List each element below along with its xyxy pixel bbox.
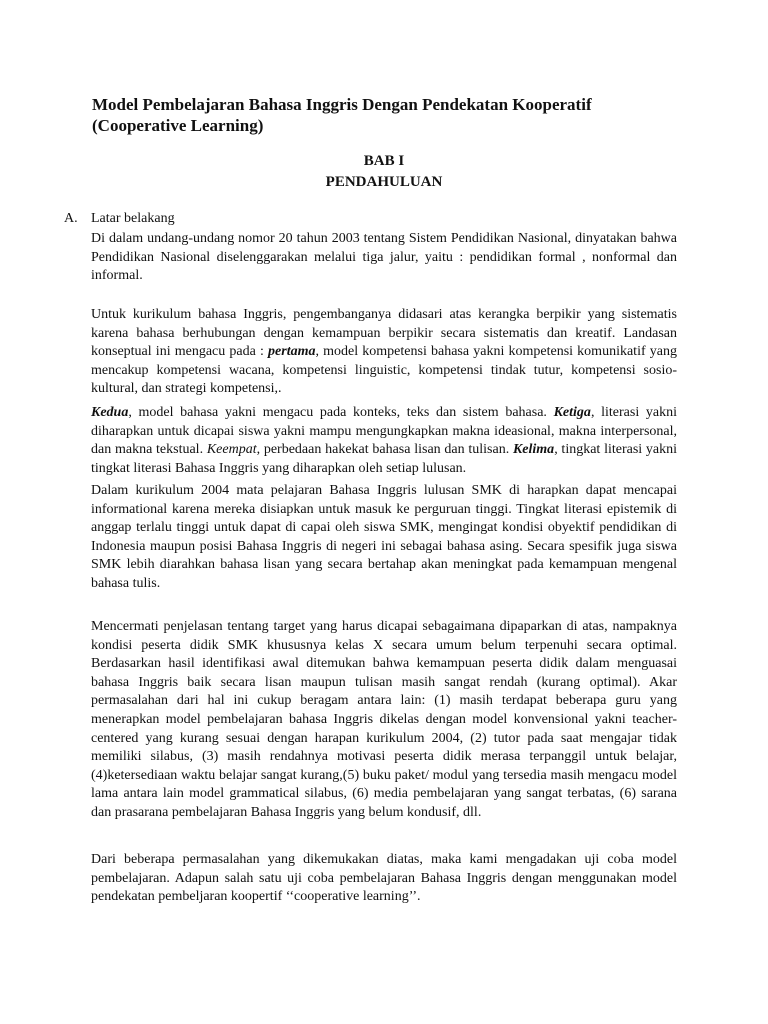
paragraph-3-text-a: , model bahasa yakni mengacu pada konteks, teks dan sistem bahasa. — [128, 405, 554, 420]
document-title-line-1: Model Pembelajaran Bahasa Inggris Dengan Pendekatan Kooperatif — [92, 95, 592, 114]
paragraph-3 — [91, 404, 677, 478]
section-heading: Latar belakang — [91, 211, 175, 226]
keyword-ketiga: Ketiga — [553, 405, 591, 420]
section-marker: A. — [64, 211, 78, 226]
paragraph-1: Di dalam undang-undang nomor 20 tahun 2003 tentang Sistem Pendidikan Nasional, dinyatakan bahwa Pendidikan Nasional diselenggarakan melalui tiga jalur, yaitu : pendidikan formal , nonformal dan informal. — [91, 231, 677, 284]
paragraph-2-text-b: , model kompetensi bahasa yakni kompetensi komunikatif yang mencakup kompetensi wacana, kompetensi linguistic, kompetensi tindak tutur, kompetensi sosio-kultural, dan strategi kompetensi,. — [91, 344, 677, 397]
paragraph-4: Dalam kurikulum 2004 mata pelajaran Bahasa Inggris lulusan SMK di harapkan dapat mencapai informational karena mereka disiapkan untuk masuk ke perguruan tinggi. Tingkat literasi epistemik di anggap terlalu tinggi untuk dapat di capai oleh siswa SMK, mengingat kondisi obyektif pendidikan di Indonesia maupun posisi Bahasa Inggris di negeri ini sebagai bahasa asing. Secara spesifik juga siswa SMK lebih diarahkan bahasa lisan yang secara bertahap akan meningkat pada kemampuan mengenal bahasa tulis. — [91, 483, 677, 591]
document-title-line-2: (Cooperative Learning) — [92, 116, 264, 135]
keyword-kelima: Kelima — [512, 442, 555, 458]
paragraph-2-text-a: Untuk kurikulum bahasa Inggris, pengembanganya didasari atas kerangka berpikir yang sistematis karena bahasa berhubungan dengan kemampuan berpikir secara sistematis dan kreatif. Landasan konseptual ini mengacu pada : — [91, 307, 677, 360]
keyword-kedua: Kedua — [91, 405, 129, 420]
chapter-number: BAB I — [363, 153, 405, 169]
keyword-keempat: Keempat — [206, 442, 257, 458]
document-title — [92, 94, 692, 136]
chapter-title: PENDAHULUAN — [325, 174, 443, 190]
paragraph-3-text-d: , tingkat literasi yakni tingkat literasi Bahasa Inggris yang diharapkan oleh setiap lulusan. — [91, 442, 678, 476]
keyword-pertama: pertama — [268, 344, 316, 360]
paragraph-5: Mencermati penjelasan tentang target yang harus dicapai sebagaimana dipaparkan di atas, nampaknya kondisi peserta didik SMK khususnya kelas X secara umum belum terpenuhi secara optimal. Berdasarkan hasil identifikasi awal ditemukan bahwa kemampuan peserta didik dalam menguasai bahasa Inggris baik secara lisan maupun tulisan masih sangat rendah (kurang optimal). Akar permasalahan dari hal ini cukup beragam antara lain: (1) masih terdapat beberapa guru yang menerapkan model pembelajaran bahasa Inggris dikelas dengan model konvensional yakni teacher-centered yang kurang sesuai dengan harapan kurikulum 2004, (2) tutor pada saat mengajar tidak memiliki silabus, (3) masih rendahnya motivasi peserta didik merasa terpanggil untuk belajar,(4)ketersediaan waktu belajar sangat kurang,(5) buku paket/ modul yang tersedia masih mengacu model lama antara lain model grammatical silabus, (6) media pembelajaran yang sangat terbatas, (6) sarana dan prasarana pembelajaran Bahasa Inggris yang belum kondusif, dll. — [91, 619, 677, 820]
paragraph-2 — [91, 306, 677, 399]
paragraph-3-text-c: , perbedaan hakekat bahasa lisan dan tulisan. — [256, 442, 513, 458]
paragraph-3-text-b: , literasi yakni diharapkan untuk dicapai siswa yakni mampu mengungkapkan makna ideasional, makna interpersonal, dan makna tekstual. — [91, 405, 677, 458]
paragraph-6: Dari beberapa permasalahan yang dikemukakan diatas, maka kami mengadakan uji coba model pembelajaran. Adapun salah satu uji coba pembelajaran Bahasa Inggris dengan menggunakan model pendekatan pembeljaran koopertif ‘‘cooperative learning’’. — [91, 852, 677, 905]
